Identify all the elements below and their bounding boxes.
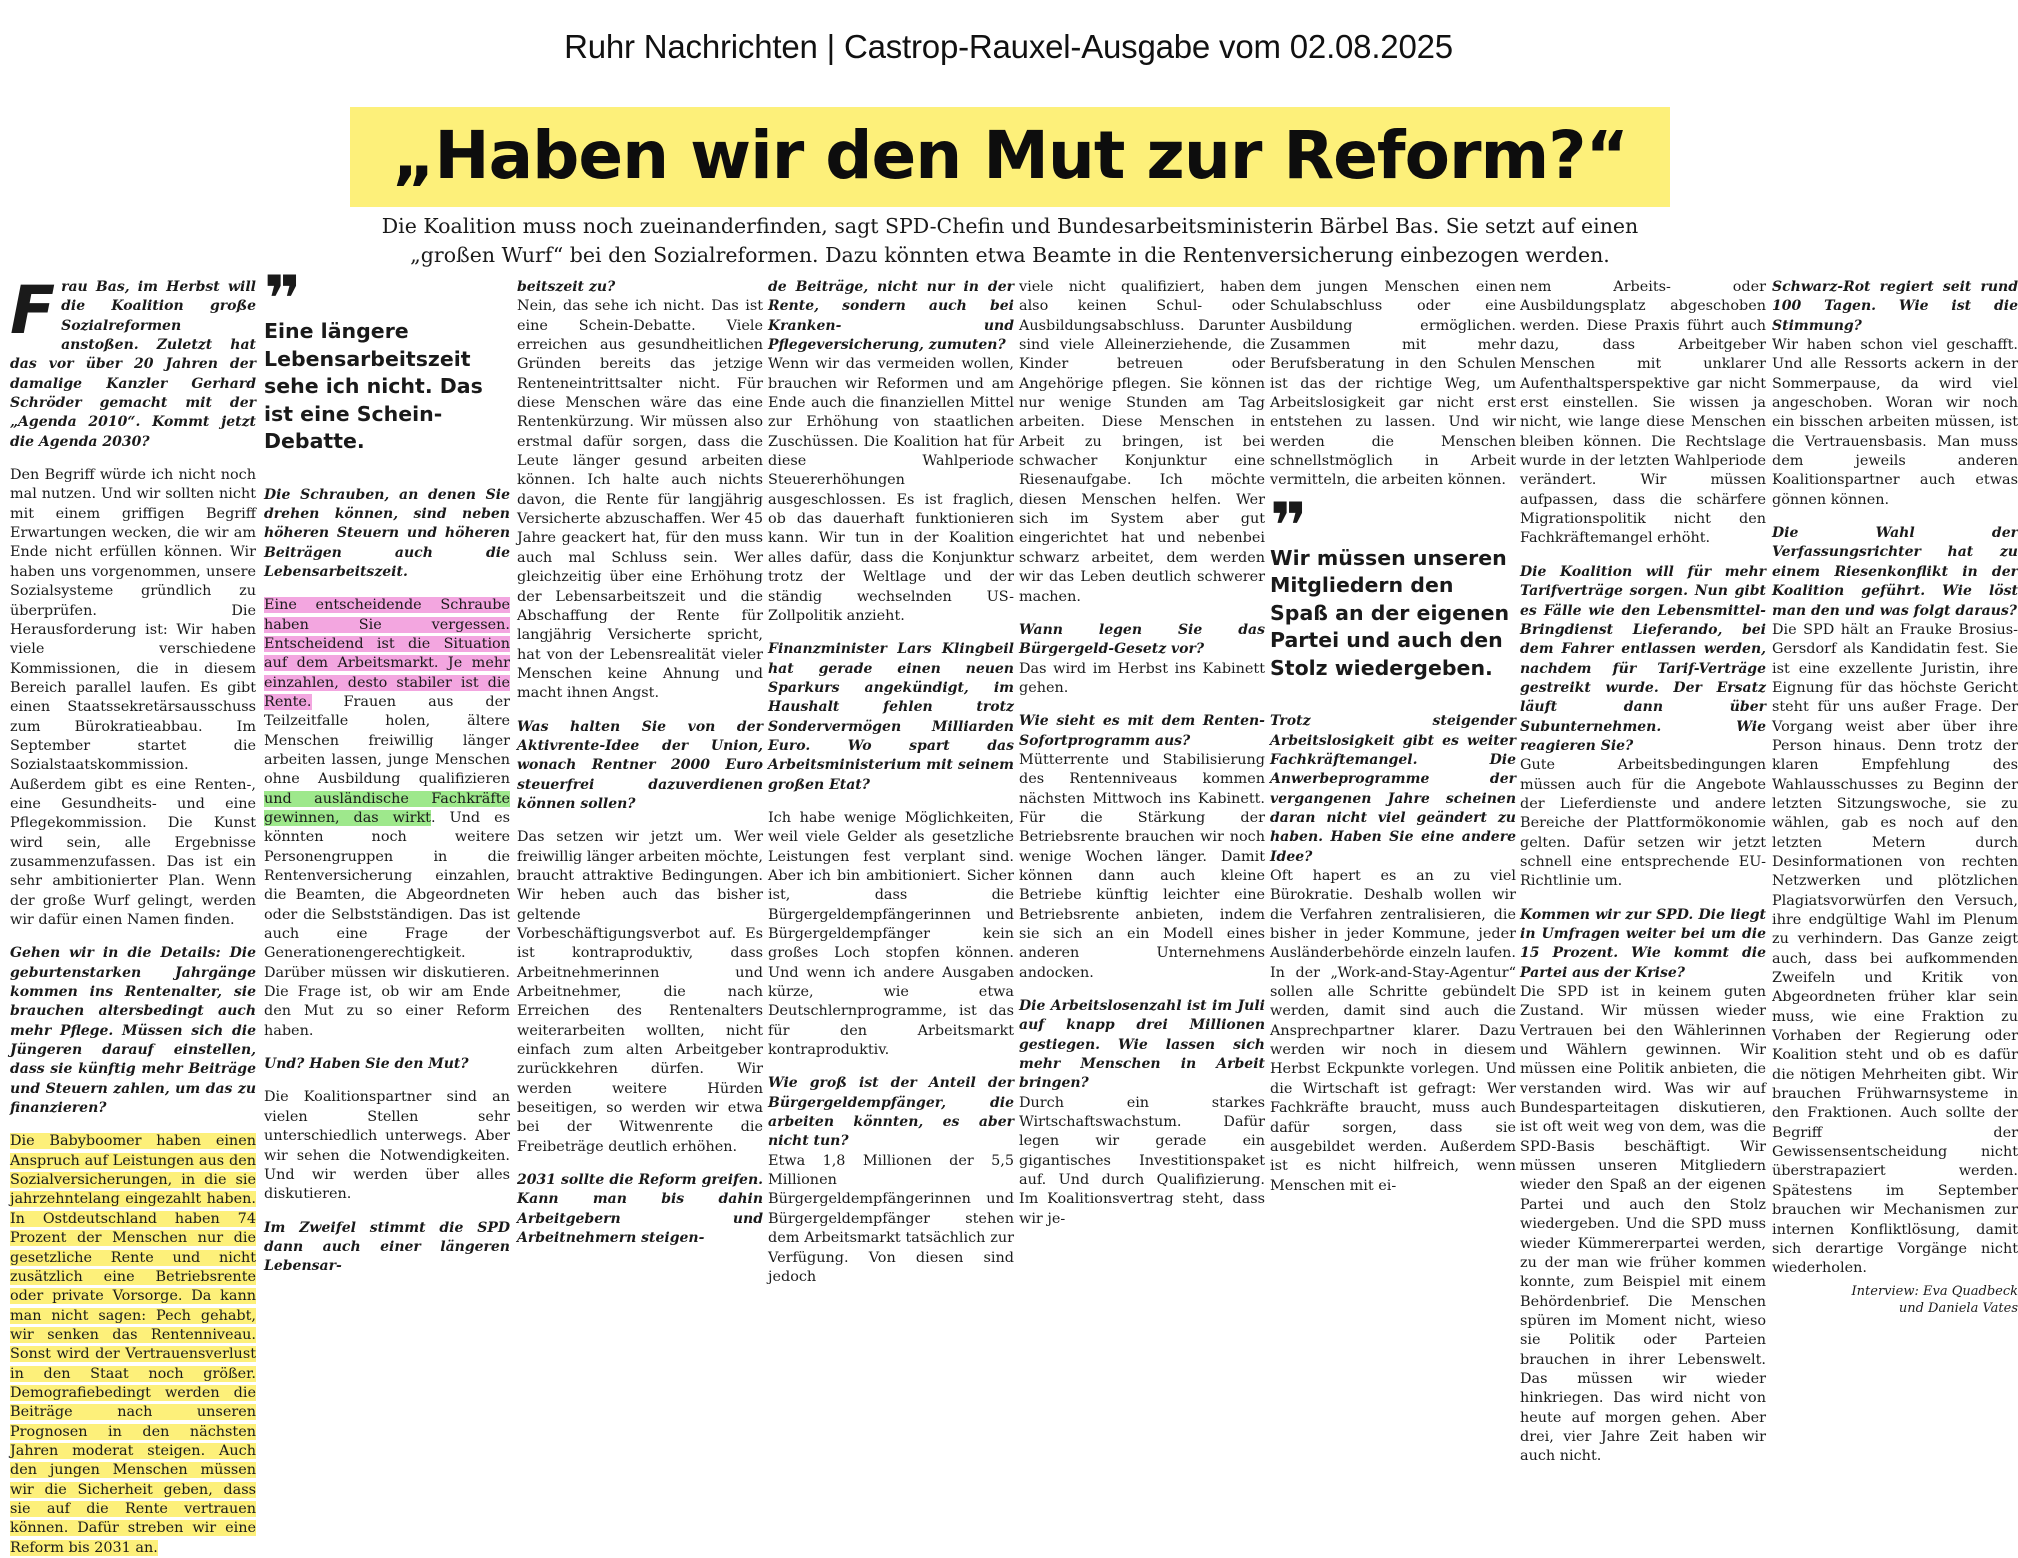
question: Schwarz-Rot regiert seit rund 100 Tagen. Wie ist die Stimmung?: [1772, 279, 2018, 334]
question: Was halten Sie von der Aktivrente-Idee der Union, wonach Rentner 2000 Euro steuerfrei dazuverdienen können sollen?: [517, 718, 763, 812]
answer: Die SPD ist in keinem guten Zustand. Wir müssen wieder Vertrauen bei den Wählerinnen und Wählern gewinnen. Wir müssen eine Politik anbieten, die verstanden wird. Was wir auf Bundesparteitagen diskutieren, ist oft weit weg von dem, was die SPD-Basis beschäftigt. Wir müssen unseren Mitgliedern wieder den Spaß an der eigenen Partei und auch den Stolz wiedergeben. Und die SPD muss wieder Kümmererpartei werden, zu der man wie früher kommen konnte, zum Beispiel mit einem Behördenbrief. Die Menschen spüren im Moment nicht, wieso sie Politik oder Parteien brauchen in ihrer Lebenswelt. Das müssen wir wieder hinkriegen. Das wird nicht von heute auf morgen gehen. Aber drei, vier Jahre Zeit haben wir auch nicht.: [1520, 984, 1766, 1465]
answer: Die SPD hält an Frauke Brosius-Gersdorf als Kandidatin fest. Sie ist eine exzellente Juristin, ihre Eignung für das höchste Gericht steht für uns außer Frage. Der Vorgang weist aber über ihre Person hinaus. Denn trotz der klaren Empfehlung des Wahlausschusses zu Beginn der letzten Sitzungswoche, sie zu wählen, gab es noch auf den letzten Metern durch Desinformationen von rechten Netzwerken und plötzlichen Plagiatsvorwürfen den Versuch, ihre endgültige Wahl im Plenum zu verhindern. Das Ganze zeigt auch, dass bei aufkommenden Zweifeln und Kritik von Abgeordneten früher klar sein muss, wie eine Fraktion zu Vorhaben der Regierung oder Koalition steht und ob es dafür die nötigen Mehrheiten gibt. Wir brauchen Frühwarnsysteme in den Fraktionen. Auch sollte der Begriff der Gewissensentscheidung nicht überstrapaziert werden. Spätestens im September brauchen wir Mechanismen zur internen Konfliktlösung, damit sich derartige Vorgänge nicht wiederholen.: [1772, 621, 2018, 1277]
question: beitszeit zu?: [517, 279, 616, 295]
answer: Oft hapert es an zu viel Bürokratie. Deshalb wollen wir die Verfahren zentralisieren, die bisher in jeder Kommune, jeder Ausländerbehörde einzeln laufen. In der „Work-and-Stay-Agentur“ sollen alle Schritte gebündelt werden, damit sind auch die Ansprechpartner klarer. Dazu werden wir noch in diesem Herbst Eckpunkte vorlegen. Und die Wirtschaft ist gefragt: Wer Fachkräfte braucht, muss auch dafür sorgen, dass sie ausgebildet werden. Außerdem ist es nicht hilfreich, wenn Menschen mit ei-: [1270, 868, 1517, 1194]
standfirst-line-2: „großen Wurf“ bei den Sozialreformen. Dazu könnten etwa Beamte in die Rentenversicherung einbezogen werden.: [410, 243, 1610, 267]
interview-credit-2: und Daniela Vates: [1898, 1300, 2018, 1316]
question: Und? Haben Sie den Mut?: [264, 1056, 469, 1073]
publication-source: Ruhr Nachrichten | Castrop-Rauxel-Ausgabe vom 02.08.2025: [564, 28, 1453, 65]
question: Wie sieht es mit dem Renten-Sofortprogramm aus?: [1019, 713, 1265, 749]
question: Die Koalition will für mehr Tarifverträge sorgen. Nun gibt es Fälle wie den Lebensmittel-Bringdienst Lieferando, bei dem Fahrer entlassen werden, nachdem für Tarif-Verträge gestreikt wurde. Der Ersatz läuft dann über Subunternehmen. Wie reagieren Sie?: [1520, 563, 1766, 754]
question: Wie groß ist der Anteil der Bürgergeldempfänger, die arbeiten könnten, es aber nicht tun?: [768, 1075, 1014, 1150]
standfirst-line-1: Die Koalition muss noch zueinanderfinden, sagt SPD-Chefin und Bundesarbeitsministerin Bärbel Bas. Sie setzt auf einen: [381, 214, 1639, 238]
answer: Ich habe wenige Möglichkeiten, weil viele Gelder als gesetzliche Leistungen fest verplant sind. Aber ich bin ambitioniert. Sicher ist, dass die Bürgergeldempfängerinnen und Bürgergeldempfänger kein großes Loch stopfen können. Und wenn ich andere Ausgaben kürze, wie etwa Deutschlernprogramme, ist das für den Arbeitsmarkt kontraproduktiv.: [768, 809, 1014, 1059]
answer: Wenn wir das vermeiden wollen, brauchen wir Reformen und am Ende auch die finanziellen Mittel zur Erhöhung von staatlichen Zuschüssen. Die Koalition hat für diese Wahlperiode Steuererhöhungen ausgeschlossen. Es ist fraglich, ob das dauerhaft funktionieren kann. Wir tun in der Koalition alles dafür, dass die Konjunktur trotz der Weltlage und der ständig wechselnden US-Zollpolitik anzieht.: [768, 356, 1014, 624]
pull-quote: Wir müssen unseren Mitgliedern den Spaß an der eigenen Partei und auch den Stolz wiedergeben.: [1270, 545, 1510, 680]
column-7: [1520, 278, 1766, 1467]
answer: Durch ein starkes Wirtschaftswachstum. Dafür legen wir gerade ein gigantisches Investitionspaket auf. Und durch Qualifizierung. Im Koalitionsvertrag steht, dass wir je-: [1019, 1094, 1265, 1227]
pink-highlight: Eine entscheidende Schraube haben Sie vergessen. Entscheidend ist die Situation auf dem Arbeitsmarkt. Je mehr einzahlen, desto stabiler ist die Rente.: [264, 597, 510, 710]
answer: Etwa 1,8 Millionen der 5,5 Millionen Bürgergeldempfängerinnen und Bürgergeldempfänger stehen dem Arbeitsmarkt tatsächlich zur Verfügung. Von diesen sind jedoch: [768, 1152, 1014, 1285]
answer: viele nicht qualifiziert, haben also keinen Schul- oder Ausbildungsabschluss. Darunter sind viele Alleinerziehende, die Kinder betreuen oder Angehörige pflegen. Sie können nur wenige Stunden am Tag arbeiten. Diese Menschen in Arbeit zu bringen, ist bei schwacher Konjunktur eine Riesenaufgabe. Ich möchte diesen Menschen helfen. Wer sich im System aber gut eingerichtet hat und nebenbei schwarz arbeitet, dem werden wir das Leben deutlich schwerer machen.: [1019, 279, 1265, 605]
answer-text: Frauen aus der Teilzeitfalle holen, ältere Menschen freiwillig länger arbeiten lassen, junge Menschen ohne Ausbildung qualifizieren: [264, 693, 510, 788]
green-highlight: und ausländische Fachkräfte gewinnen, das wirkt: [264, 790, 510, 826]
question: Gehen wir in die Details: Die geburtenstarken Jahrgänge kommen ins Rentenalter, sie brauchen altersbedingt auch mehr Pflege. Müssen sich die Jüngeren darauf einstellen, dass sie künftig mehr Beiträge und Steuern zahlen, um das zu finanzieren?: [10, 945, 256, 1117]
answer: Mütterrente und Stabilisierung des Rentenniveaus kommen nächsten Mittwoch ins Kabinett. Für die Stärkung der Betriebsrente brauchen wir noch wenige Wochen länger. Damit können dann auch kleine Betriebe künftig leichter eine Betriebsrente anbieten, indem sie sich an ein Modell eines anderen Unternehmens andocken.: [1019, 751, 1265, 981]
answer: Das setzen wir jetzt um. Wer freiwillig länger arbeiten möchte, braucht attraktive Bedingungen. Wir heben auch das bisher geltende Vorbeschäftigungsverbot auf. Es ist kontraproduktiv, dass Arbeitnehmerinnen und Arbeitnehmer, die nach Erreichen des Rentenalters weiterarbeiten wollten, nicht einfach zum alten Arbeitgeber zurückkehren dürfen. Wir werden weitere Hürden beseitigen, so werden wir etwa bei der Witwenrente die Freibeträge deutlich erhöhen.: [517, 829, 763, 1155]
answer: Die Koalitionspartner sind an vielen Stellen sehr unterschiedlich unterwegs. Aber wir sehen die Notwendigkeiten. Und wir werden über alles diskutieren.: [264, 1089, 510, 1203]
column-6: [1270, 278, 1516, 1196]
column-1: [10, 272, 256, 1558]
headline: „Haben wir den Mut zur Reform?“: [392, 117, 1628, 194]
question: Trotz steigender Arbeitslosigkeit gibt es weiter Fachkräftemangel. Die Anwerbeprogramme der vergangenen Jahre scheinen daran nicht viel geändert zu haben. Haben Sie eine andere Idee?: [1270, 713, 1516, 865]
interview-credit-1: Interview: Eva Quadbeck: [1851, 1283, 2018, 1299]
quote-mark-icon: ❞: [1270, 489, 1302, 564]
drop-cap: F: [10, 272, 56, 349]
question: Die Wahl der Verfassungsrichter hat zu einem Riesenkonflikt in der Koalition geführt. Wie löst man den und was folgt daraus?: [1772, 525, 2018, 619]
column-4: [768, 278, 1014, 1287]
question: de Beiträge, nicht nur in der Rente, sondern auch bei Kranken- und Pflegeversicherung, zumuten?: [768, 279, 1014, 354]
question: Kommen wir zur SPD. Die liegt in Umfragen weiter bei um die 15 Prozent. Wie kommt die Partei aus der Krise?: [1520, 906, 1766, 981]
column-8: [1772, 278, 2018, 1317]
answer: Das wird im Herbst ins Kabinett gehen.: [1019, 660, 1265, 696]
answer: Den Begriff würde ich nicht noch mal nutzen. Und wir sollten nicht mit einem griffigen Begriff Erwartungen wecken, die wir am Ende nicht erfüllen können. Wir haben uns vorgenommen, unsere Sozialsysteme gründlich zu überprüfen. Die Herausforderung ist: Wir haben viele verschiedene Kommissionen, die in diesem Bereich parallel laufen. Es gibt einen Staatssekretärsausschuss zum Bürokratieabbau. Im September startet die Sozialstaatskommission. Außerdem gibt es eine Renten-, eine Gesundheits- und eine Pflegekommission. Die Kunst wird sein, alle Ergebnisse zusammenzufassen. Das ist ein sehr ambitionierter Plan. Wenn der große Wurf gelingt, werden wir dafür einen Namen finden.: [10, 467, 256, 928]
column-2: [264, 263, 510, 1277]
question: 2031 sollte die Reform greifen. Kann man bis dahin Arbeitgebern und Arbeitnehmern steigen-: [517, 1172, 763, 1247]
quote-mark-icon: ❞: [264, 263, 296, 337]
column-3: [517, 278, 763, 1249]
answer-text: . Und es könnten noch weitere Personengruppen in die Rentenversicherung einzahlen, die Beamten, die Abgeordneten oder die Selbstständigen. Das ist auch eine Frage der Generationengerechtigkeit. Darüber müssen wir diskutieren. Die Frage ist, ob wir am Ende den Mut zu so einer Reform haben.: [264, 810, 510, 1039]
question: Im Zweifel stimmt die SPD dann auch einer längeren Lebensar-: [264, 1219, 510, 1275]
answer: dem jungen Menschen einen Schulabschluss oder eine Ausbildung ermöglichen. Zusammen mit mehr Berufsberatung in den Schulen ist das der richtige Weg, um Arbeitslosigkeit gar nicht erst entstehen zu lassen. Und wir werden die Menschen schnellstmöglich in Arbeit vermitteln, die arbeiten können.: [1270, 279, 1516, 489]
answer: Wir haben schon viel geschafft. Und alle Ressorts ackern in der Sommerpause, da wird viel angeschoben. Woran wir noch ein bisschen arbeiten müssen, ist die Vertrauensbasis. Man muss dem jeweils anderen Koalitionspartner auch etwas gönnen können.: [1772, 337, 2018, 508]
answer: nem Arbeits- oder Ausbildungsplatz abgeschoben werden. Diese Praxis führt auch dazu, dass Arbeitgeber Menschen mit unklarer Aufenthaltsperspektive gar nicht erst einstellen. Sie wissen ja nicht, wie lange diese Menschen bleiben können. Die Rechtslage wurde in der letzten Wahlperiode verändert. Wir müssen aufpassen, dass die schärfere Migrationspolitik nicht den Fachkräftemangel erhöht.: [1520, 279, 1766, 547]
answer: Gute Arbeitsbedingungen müssen auch für die Angebote der Lieferdienste und andere Bereiche der Plattformökonomie gelten. Dafür setzen wir jetzt schnell eine entsprechende EU-Richtlinie um.: [1520, 757, 1766, 890]
question: Die Arbeitslosenzahl ist im Juli auf knapp drei Millionen gestiegen. Wie lassen sich mehr Menschen in Arbeit bringen?: [1019, 998, 1265, 1092]
question: Wann legen Sie das Bürgergeld-Gesetz vor?: [1019, 621, 1265, 658]
question: Die Schrauben, an denen Sie drehen können, sind neben höheren Steuern und höheren Beiträgen auch die Lebensarbeitszeit.: [264, 486, 510, 580]
standfirst: [330, 212, 1690, 270]
answer: Nein, das sehe ich nicht. Das ist eine Schein-Debatte. Viele erreichen aus gesundheitlichen Gründen bereits das jetzige Renteneintrittsalter nicht. Für diese Menschen wäre das eine Rentenkürzung. Wir müssen also erstmal dafür sorgen, dass die Leute länger gesund arbeiten können. Ich halte auch nichts davon, die Rente für langjährig Versicherte abzuschaffen. Wer 45 Jahre geackert hat, für den muss auch mal Schluss sein. Wer gleichzeitig über eine Erhöhung der Lebensarbeitszeit und die Abschaffung der Rente für langjährig Versicherte spricht, hat von der Lebensrealität vieler Menschen keine Ahnung und macht ihnen Angst.: [517, 298, 763, 702]
column-5: [1019, 278, 1265, 1229]
question: Finanzminister Lars Klingbeil hat gerade einen neuen Sparkurs angekündigt, im Haushalt fehlen trotz Sondervermögen Milliarden Euro. Wo spart das Arbeitsministerium mit seinem großen Etat?: [768, 641, 1014, 793]
headline-highlight: [350, 107, 1670, 207]
pull-quote: Eine längere Lebensarbeitszeit sehe ich nicht. Das ist eine Schein-Debatte.: [264, 319, 483, 453]
question: rau Bas, im Herbst will die Koalition große Sozialreformen anstoßen. Zuletzt hat das vor über 20 Jahren der damalige Kanzler Gerhard Schröder gemacht mit der „Agenda 2010“. Kommt jetzt die Agenda 2030?: [10, 279, 256, 450]
highlighted-answer: Die Babyboomer haben einen Anspruch auf Leistungen aus den Sozialversicherungen, in die sie jahrzehntelang eingezahlt haben. In Ostdeutschland haben 74 Prozent der Menschen nur die gesetzliche Rente und nicht zusätzlich eine Betriebsrente oder private Vorsorge. Da kann man nicht sagen: Pech gehabt, wir senken das Rentenniveau. Sonst wird der Vertrauensverlust in den Staat noch größer. Demografiebedingt werden die Beiträge nach unseren Prognosen in den nächsten Jahren moderat steigen. Auch den jungen Menschen müssen wir die Sicherheit geben, dass sie auf die Rente vertrauen können. Dafür streben wir eine Reform bis 2031 an.: [10, 1133, 256, 1556]
